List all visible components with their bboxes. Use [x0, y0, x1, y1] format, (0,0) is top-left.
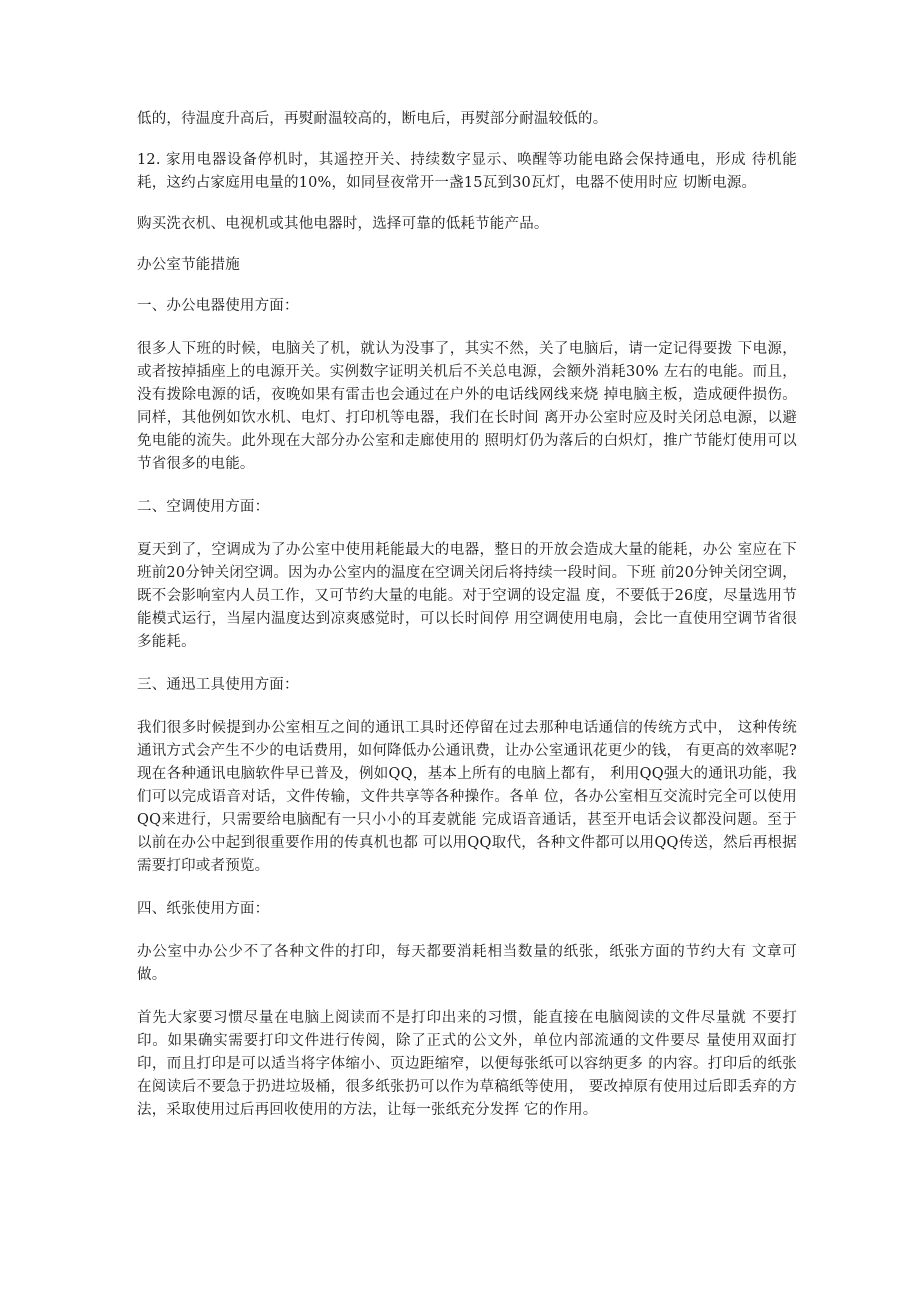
paragraph-item-12: 12. 家用电器设备停机时，其遥控开关、持续数字显示、唤醒等功能电路会保持通电，形成 待机能耗，这约占家庭用电量的10%，如同昼夜常开一盏15瓦到30瓦灯，电器不使用时应 切断电源。: [137, 152, 797, 191]
heading-air-conditioning: 二、空调使用方面：: [137, 499, 270, 515]
heading-communication-tools: 三、通迅工具使用方面：: [137, 677, 299, 693]
paragraph-paper-tips: 首先大家要习惯尽量在电脑上阅读而不是打印出来的习惯，能直接在电脑阅读的文件尽量就 不要打印。如果确实需要打印文件进行传阅，除了正式的公文外，单位内部流通的文件要尽 量使用双面打印，而且打印是可以适当将字体缩小、页边距缩窄，以便每张纸可以容纳更多 的内容。打印后的纸张在阅读后不要急于扔进垃圾桶，很多纸张扔可以作为草稿纸等使用， 要改掉原有使用过后即丢弃的方法，采取使用过后再回收使用的方法，让每一张纸充分发挥 它的作用。: [137, 1010, 797, 1118]
heading-office-appliances: 一、办公电器使用方面：: [137, 298, 299, 314]
paragraph-office-appliances: 很多人下班的时候，电脑关了机，就认为没事了，其实不然，关了电脑后，请一定记得要拨 下电源，或者按掉插座上的电源开关。实例数字证明关机后不关总电源，会额外消耗30% 左右的电能。而且，没有拨除电源的话，夜晚如果有雷击也会通过在户外的电话线网线来烧 掉电脑主板，造成硬件损伤。同样，其他例如饮水机、电灯、打印机等电器，我们在长时间 离开办公室时应及时关闭总电源，以避免电能的流失。此外现在大部分办公室和走廊使用的 照明灯仍为落后的白炽灯，推广节能灯使用可以节省很多的电能。: [137, 341, 797, 472]
heading-paper-usage: 四、纸张使用方面：: [137, 901, 270, 917]
paragraph-buying-tip: 购买洗衣机、电视机或其他电器时，选择可靠的低耗节能产品。: [137, 216, 549, 232]
document-page: [137, 108, 797, 1122]
paragraph-communication-tools: 我们很多时候提到办公室相互之间的通讯工具时还停留在过去那种电话通信的传统方式中， 这种传统通讯方式会产生不少的电话费用，如何降低办公通讯费，让办公室通讯花更少的钱， 有更高的效率呢?现在各种通讯电脑软件早已普及，例如QQ，基本上所有的电脑上都有， 利用QQ强大的通讯功能，我们可以完成语音对话，文件传输，文件共享等各种操作。各单 位，各办公室相互交流时完全可以使用QQ来进行，只需要给电脑配有一只小小的耳麦就能 完成语音通话，甚至开电话会议都没问题。至于以前在办公中起到很重要作用的传真机也都 可以用QQ取代，各种文件都可以用QQ传送，然后再根据需要打印或者预览。: [137, 720, 797, 874]
paragraph-paper-intro: 办公室中办公少不了各种文件的打印，每天都要消耗相当数量的纸张，纸张方面的节约大有 文章可做。: [137, 944, 797, 983]
paragraph-continuation: 低的，待温度升高后，再熨耐温较高的，断电后，再熨部分耐温较低的。: [137, 111, 608, 127]
paragraph-air-conditioning: 夏天到了，空调成为了办公室中使用耗能最大的电器，整日的开放会造成大量的能耗，办公 室应在下班前20分钟关闭空调。因为办公室内的温度在空调关闭后将持续一段时间。下班 前20分钟关闭空调，既不会影响室内人员工作，又可节约大量的电能。对于空调的设定温 度，不要低于26度，尽量选用节能模式运行，当屋内温度达到凉爽感觉时，可以长时间停 用空调使用电扇，会比一直使用空调节省很多能耗。: [137, 542, 797, 650]
section-title-office: 办公室节能措施: [137, 257, 240, 273]
